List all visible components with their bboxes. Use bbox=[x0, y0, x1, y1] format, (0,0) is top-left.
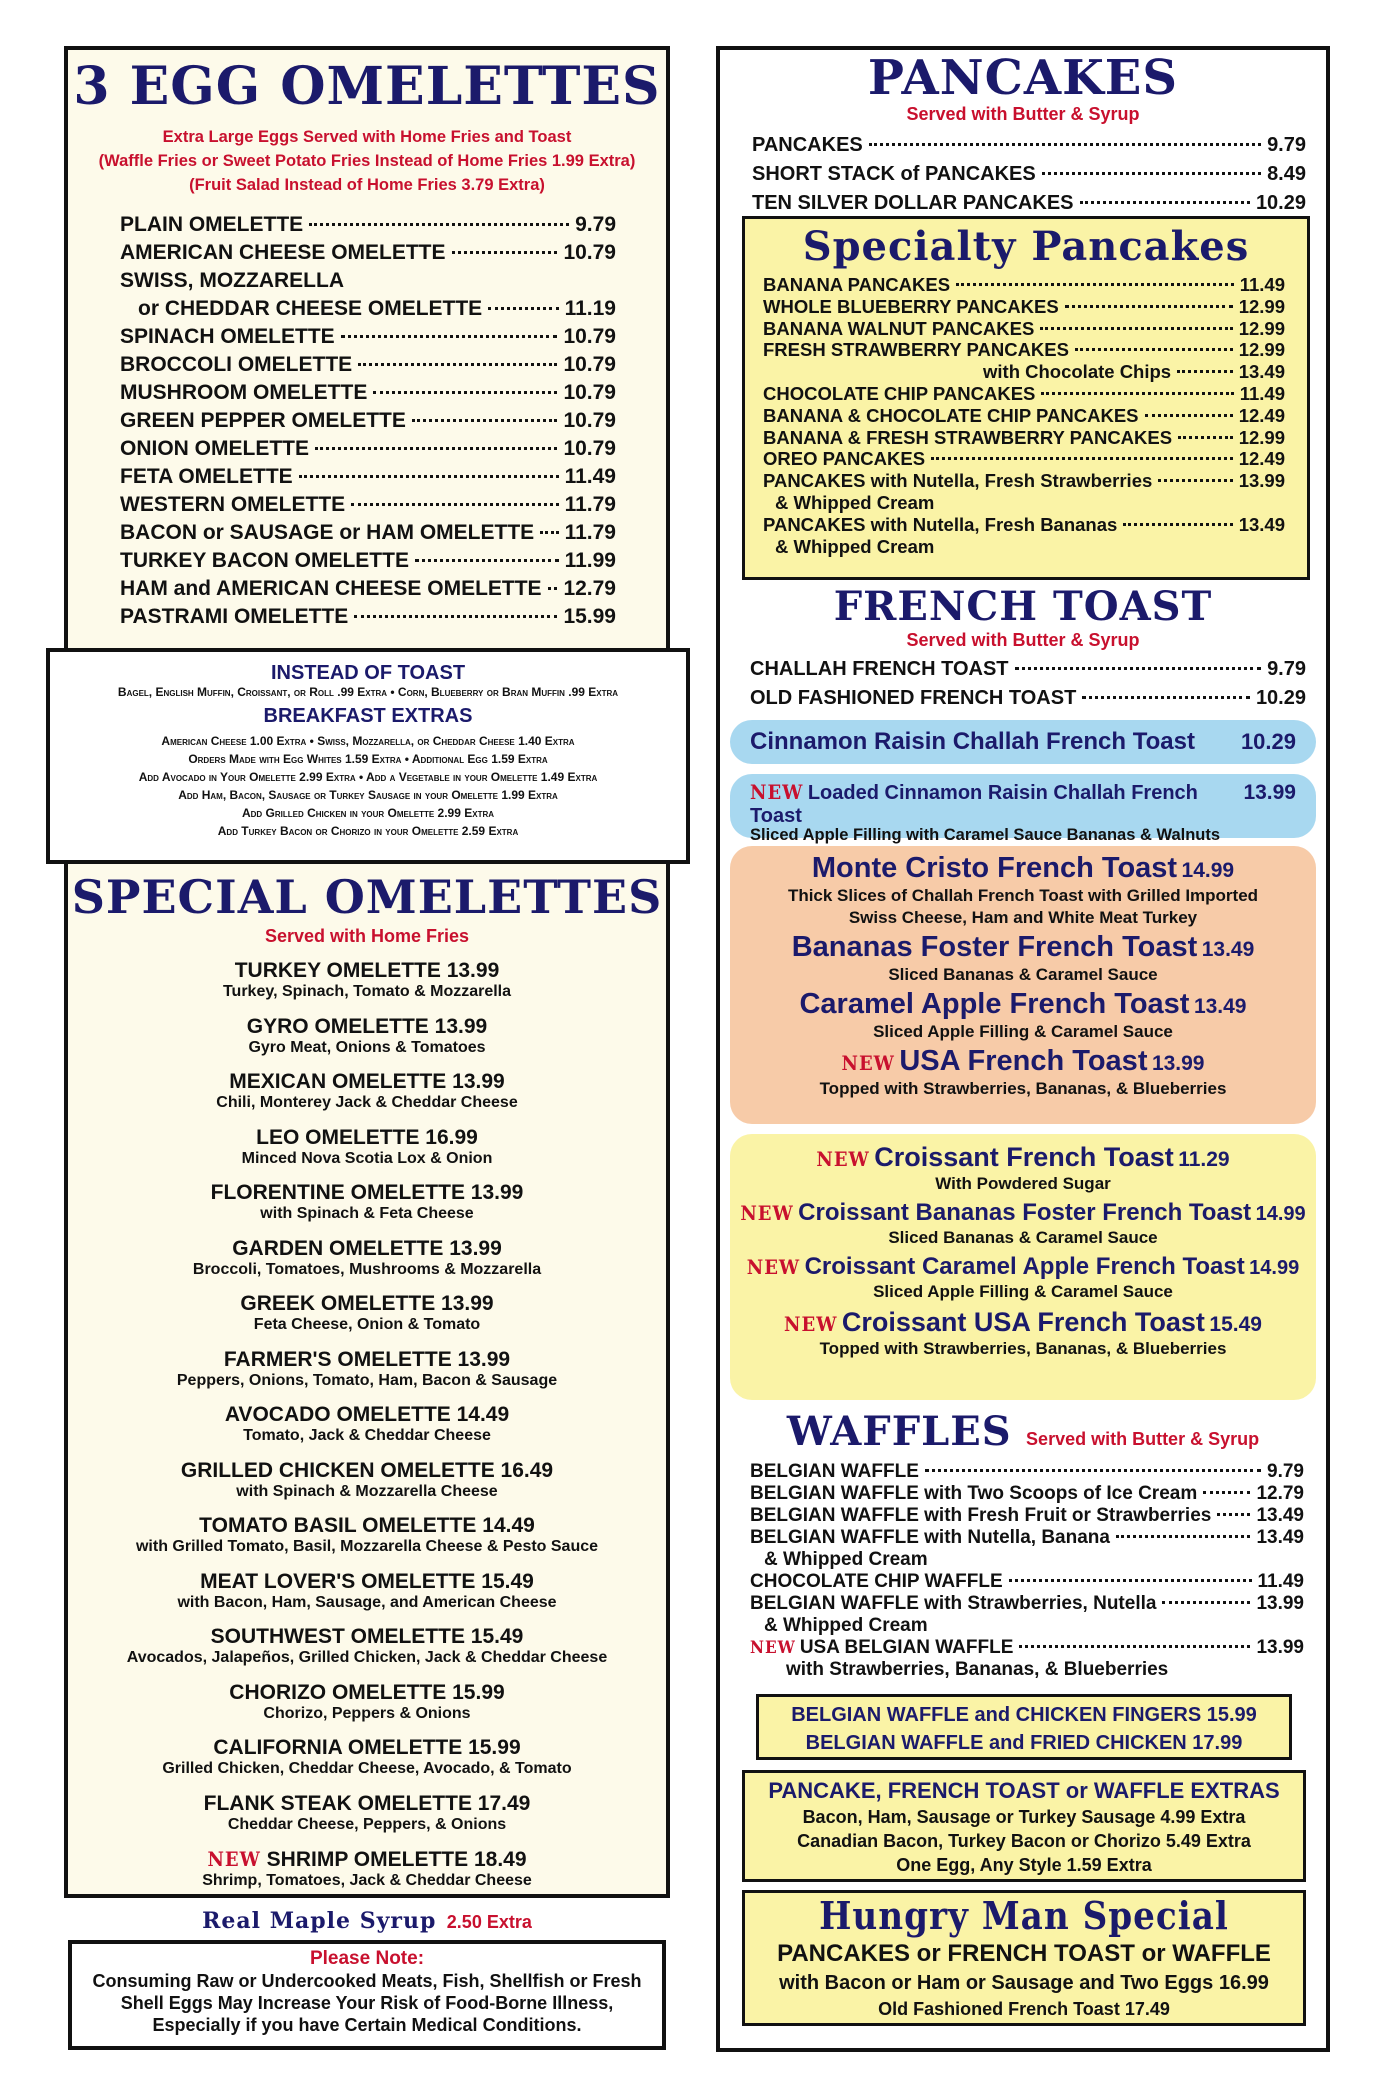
list-item: MEXICAN OMELETTE 13.99 Chili, Monterey Jack & Cheddar Cheese bbox=[216, 1070, 518, 1111]
list-item: NEW USA French Toast 13.99 bbox=[841, 1045, 1205, 1077]
list-item: FETA OMELETTE 11.49 bbox=[120, 465, 616, 488]
specialty-pancakes-title: Specialty Pancakes bbox=[802, 223, 1250, 270]
waffle-chicken-box: BELGIAN WAFFLE and CHICKEN FINGERS 15.99 BELGIAN WAFFLE and FRIED CHICKEN 17.99 bbox=[756, 1694, 1292, 1760]
french-toast-section bbox=[720, 584, 1326, 713]
list-item: with Chocolate Chips 13.49 bbox=[983, 361, 1285, 383]
list-item: FRESH STRAWBERRY PANCAKES 12.99 bbox=[763, 339, 1285, 361]
list-item: NEW Croissant Caramel Apple French Toast 14.99 bbox=[746, 1253, 1300, 1280]
list-item: BELGIAN WAFFLE with Two Scoops of Ice Cream 12.79 bbox=[750, 1483, 1304, 1504]
list-item: CHORIZO OMELETTE 15.99 Chorizo, Peppers & Onions bbox=[229, 1680, 505, 1722]
list-item: AVOCADO OMELETTE 14.49 Tomato, Jack & Cheddar Cheese bbox=[224, 1403, 510, 1444]
list-item: BANANA WALNUT PANCAKES 12.99 bbox=[763, 317, 1285, 339]
list-item: or CHEDDAR CHEESE OMELETTE 11.19 bbox=[138, 297, 616, 320]
list-item: FARMER'S OMELETTE 13.99 Peppers, Onions, Tomato, Ham, Bacon & Sausage bbox=[176, 1347, 558, 1389]
list-item: CHALLAH FRENCH TOAST 9.79 bbox=[750, 658, 1306, 680]
french-toast-subtitle: Served with Butter & Syrup bbox=[906, 630, 1140, 650]
list-item: PANCAKES with Nutella, Fresh Bananas 13.49 bbox=[763, 513, 1285, 535]
new-badge: NEW bbox=[746, 1255, 801, 1279]
special-omelettes-subtitle: Served with Home Fries bbox=[264, 926, 470, 946]
new-badge: NEW bbox=[750, 780, 804, 804]
list-item: NEW Croissant French Toast 11.29 bbox=[816, 1142, 1230, 1172]
please-note-text: Consuming Raw or Undercooked Meats, Fish, Shellfish or Fresh Shell Eggs May Increase Your Risk of Food-Borne Illness, Especially if you have Certain Medical Conditions. bbox=[92, 1971, 642, 2035]
list-item: AMERICAN CHEESE OMELETTE 10.79 bbox=[120, 241, 616, 264]
list-item: SOUTHWEST OMELETTE 15.49 Avocados, Jalapeños, Grilled Chicken, Jack & Cheddar Cheese bbox=[126, 1625, 608, 1666]
new-badge: NEW bbox=[816, 1147, 870, 1171]
list-item: BELGIAN WAFFLE with Nutella, Banana 13.49 bbox=[750, 1527, 1304, 1548]
new-badge: NEW bbox=[750, 1638, 796, 1658]
list-item: FLORENTINE OMELETTE 13.99 with Spinach & Feta Cheese bbox=[210, 1181, 524, 1222]
new-badge: NEW bbox=[841, 1051, 895, 1075]
list-item: & Whipped Cream bbox=[775, 535, 935, 557]
breakfast-extra-line: Orders Made with Egg Whites 1.59 Extra • Additional Egg 1.59 Extra bbox=[188, 752, 548, 766]
list-item: LEO OMELETTE 16.99 Minced Nova Scotia Lox & Onion bbox=[241, 1125, 493, 1167]
waffles-subtitle: Served with Butter & Syrup bbox=[1026, 1429, 1260, 1449]
list-item: & Whipped Cream bbox=[775, 491, 935, 513]
please-note-box bbox=[68, 1940, 666, 2050]
please-note-title: Please Note: bbox=[309, 1948, 425, 1969]
cinnamon-raisin-pill: Cinnamon Raisin Challah French Toast 10.29 bbox=[730, 720, 1316, 764]
croissant-specials-box: NEW Croissant French Toast 11.29 With Powdered Sugar NEW Croissant Bananas Foster French Toast 14.99 Sliced Bananas & Caramel Sauce NEW Croissant Caramel Apple French Toast 14.99 Sliced Apple Filling & Caramel Sauce NEW Croissant USA French Toast 15.49 Topped with Strawberries, Bananas, & Blueberries bbox=[730, 1134, 1316, 1400]
list-item: BROCCOLI OMELETTE 10.79 bbox=[120, 353, 616, 376]
omelettes-title: 3 EGG OMELETTES bbox=[73, 56, 661, 117]
special-omelettes-title: SPECIAL OMELETTES bbox=[71, 870, 663, 924]
pancakes-section bbox=[720, 52, 1326, 218]
breakfast-extra-line: Add Avocado in Your Omelette 2.99 Extra • Add a Vegetable in your Omelette 1.49 Extra bbox=[138, 770, 598, 784]
omelettes-list bbox=[120, 211, 616, 631]
list-item: WHOLE BLUEBERRY PANCAKES 12.99 bbox=[763, 295, 1285, 317]
list-item: NEW Croissant Bananas Foster French Toast 14.99 bbox=[740, 1199, 1306, 1226]
list-item: BELGIAN WAFFLE 9.79 bbox=[750, 1461, 1304, 1482]
list-item: Caramel Apple French Toast 13.49 bbox=[799, 988, 1247, 1020]
list-item: BELGIAN WAFFLE with Strawberries, Nutella 13.99 bbox=[750, 1593, 1304, 1614]
list-item: Monte Cristo French Toast 14.99 bbox=[811, 852, 1235, 884]
list-item: Bananas Foster French Toast 13.49 bbox=[791, 931, 1255, 963]
orange-specials-box: Monte Cristo French Toast 14.99 Thick Slices of Challah French Toast with Grilled Imported Swiss Cheese, Ham and White Meat Turkey Bananas Foster French Toast 13.49 Sliced Bananas & Caramel Sauce Caramel Apple French Toast 13.49 Sliced Apple Filling & Caramel Sauce NEW USA French Toast 13.99 Topped with Strawberries, Bananas, & Blueberries bbox=[730, 846, 1316, 1124]
list-item: SHORT STACK of PANCAKES 8.49 bbox=[752, 163, 1306, 185]
pancakes-subtitle: Served with Butter & Syrup bbox=[906, 104, 1140, 124]
specialty-pancakes-box bbox=[742, 216, 1310, 580]
list-item: CALIFORNIA OMELETTE 15.99 Grilled Chicken, Cheddar Cheese, Avocado, & Tomato bbox=[162, 1736, 572, 1777]
list-item: GREEN PEPPER OMELETTE 10.79 bbox=[120, 409, 616, 432]
list-item: PLAIN OMELETTE 9.79 bbox=[120, 213, 616, 236]
list-item: NEW Croissant USA French Toast 15.49 bbox=[784, 1307, 1262, 1337]
breakfast-extra-line: Add Ham, Bacon, Sausage or Turkey Sausage in your Omelette 1.99 Extra bbox=[178, 788, 558, 802]
list-item: BANANA & FRESH STRAWBERRY PANCAKES 12.99 bbox=[763, 426, 1285, 448]
list-item: & Whipped Cream bbox=[764, 1549, 928, 1570]
list-item: CHOCOLATE CHIP PANCAKES 11.49 bbox=[763, 382, 1285, 404]
list-item: TEN SILVER DOLLAR PANCAKES 10.29 bbox=[752, 192, 1306, 214]
list-item: SPINACH OMELETTE 10.79 bbox=[120, 325, 616, 348]
list-item: NEW USA BELGIAN WAFFLE 13.99 bbox=[750, 1637, 1304, 1658]
hungry-man-box: Hungry Man Special PANCAKES or FRENCH TOAST or WAFFLE with Bacon or Ham or Sausage and Two Eggs 16.99 Old Fashioned French Toast 17.49 bbox=[742, 1890, 1306, 2026]
list-item: GRILLED CHICKEN OMELETTE 16.49 with Spinach & Mozzarella Cheese bbox=[180, 1458, 554, 1500]
list-item: MUSHROOM OMELETTE 10.79 bbox=[120, 381, 616, 404]
list-item: NEW SHRIMP OMELETTE 18.49 Shrimp, Tomatoes, Jack & Cheddar Cheese bbox=[202, 1847, 532, 1889]
new-badge: NEW bbox=[740, 1201, 794, 1225]
list-item: TURKEY BACON OMELETTE 11.99 bbox=[120, 549, 616, 572]
omelettes-note-3: (Fruit Salad Instead of Home Fries 3.79 Extra) bbox=[189, 176, 545, 194]
list-item: PANCAKES with Nutella, Fresh Strawberries 13.99 bbox=[763, 470, 1285, 492]
french-toast-title: FRENCH TOAST bbox=[833, 583, 1213, 630]
new-badge: NEW bbox=[207, 1847, 261, 1871]
list-item: OREO PANCAKES 12.49 bbox=[763, 448, 1285, 470]
instead-of-toast-title: INSTEAD OF TOAST bbox=[270, 662, 466, 684]
list-item: BANANA & CHOCOLATE CHIP PANCAKES 12.49 bbox=[763, 404, 1285, 426]
new-badge: NEW bbox=[784, 1312, 838, 1336]
list-item: ONION OMELETTE 10.79 bbox=[120, 437, 616, 460]
special-omelettes-box bbox=[64, 864, 670, 1898]
breakfast-extras-title: BREAKFAST EXTRAS bbox=[263, 705, 473, 727]
list-item: GARDEN OMELETTE 13.99 Broccoli, Tomatoes, Mushrooms & Mozzarella bbox=[192, 1236, 542, 1278]
list-item: TOMATO BASIL OMELETTE 14.49 with Grilled Tomato, Basil, Mozzarella Cheese & Pesto Sauce bbox=[135, 1514, 599, 1555]
instead-of-toast-line: Bagel, English Muffin, Croissant, or Roll .99 Extra • Corn, Blueberry or Bran Muffin .99 Extra bbox=[117, 685, 619, 699]
pte-extras-box: PANCAKE, FRENCH TOAST or WAFFLE EXTRAS Bacon, Ham, Sausage or Turkey Sausage 4.99 Extra Canadian Bacon, Turkey Bacon or Chorizo 5.49 Extra One Egg, Any Style 1.59 Extra bbox=[742, 1770, 1306, 1882]
extras-box bbox=[46, 648, 690, 864]
list-item: GYRO OMELETTE 13.99 Gyro Meat, Onions & Tomatoes bbox=[246, 1014, 488, 1056]
list-item: BANANA PANCAKES 11.49 bbox=[763, 274, 1285, 295]
omelettes-note-2: (Waffle Fries or Sweet Potato Fries Instead of Home Fries 1.99 Extra) bbox=[98, 152, 636, 170]
list-item: FLANK STEAK OMELETTE 17.49 Cheddar Cheese, Peppers, & Onions bbox=[203, 1791, 531, 1833]
list-item: BACON or SAUSAGE or HAM OMELETTE 11.79 bbox=[120, 521, 616, 544]
breakfast-extra-line: Add Grilled Chicken in your Omelette 2.99 Extra bbox=[241, 806, 495, 820]
list-item: MEAT LOVER'S OMELETTE 15.49 with Bacon, Ham, Sausage, and American Cheese bbox=[177, 1569, 557, 1611]
maple-syrup: Real Maple Syrup 2.50 Extra bbox=[202, 1908, 532, 1934]
list-item: OLD FASHIONED FRENCH TOAST 10.29 bbox=[750, 687, 1306, 709]
omelettes-note-1: Extra Large Eggs Served with Home Fries and Toast bbox=[162, 128, 572, 146]
breakfast-extra-line: American Cheese 1.00 Extra • Swiss, Mozzarella, or Cheddar Cheese 1.40 Extra bbox=[161, 734, 575, 748]
waffles-title: WAFFLES bbox=[786, 1408, 1012, 1455]
loaded-cinnamon-pill: NEW Loaded Cinnamon Raisin Challah French Toast 13.99 Sliced Apple Filling with Caramel Sauce Bananas & Walnuts bbox=[730, 774, 1316, 838]
list-item: BELGIAN WAFFLE with Fresh Fruit or Strawberries 13.49 bbox=[750, 1505, 1304, 1526]
list-item: CHOCOLATE CHIP WAFFLE 11.49 bbox=[750, 1571, 1304, 1592]
waffles-section bbox=[720, 1408, 1326, 1681]
list-item: HAM and AMERICAN CHEESE OMELETTE 12.79 bbox=[120, 577, 616, 600]
special-omelettes-list bbox=[68, 959, 666, 1903]
pancakes-title: PANCAKES bbox=[867, 50, 1179, 106]
breakfast-extra-line: Add Turkey Bacon or Chorizo in your Omelette 2.59 Extra bbox=[217, 824, 519, 838]
list-item: PASTRAMI OMELETTE 15.99 bbox=[120, 605, 616, 628]
list-item: SWISS, MOZZARELLA bbox=[120, 269, 344, 292]
list-item: GREEK OMELETTE 13.99 Feta Cheese, Onion & Tomato bbox=[240, 1292, 494, 1333]
list-item: & Whipped Cream bbox=[764, 1615, 928, 1636]
list-item: WESTERN OMELETTE 11.79 bbox=[120, 493, 616, 516]
list-item: TURKEY OMELETTE 13.99 Turkey, Spinach, Tomato & Mozzarella bbox=[222, 959, 512, 1000]
omelettes-box bbox=[64, 46, 670, 654]
list-item: PANCAKES 9.79 bbox=[752, 134, 1306, 156]
list-item: with Strawberries, Bananas, & Blueberries bbox=[786, 1659, 1169, 1680]
